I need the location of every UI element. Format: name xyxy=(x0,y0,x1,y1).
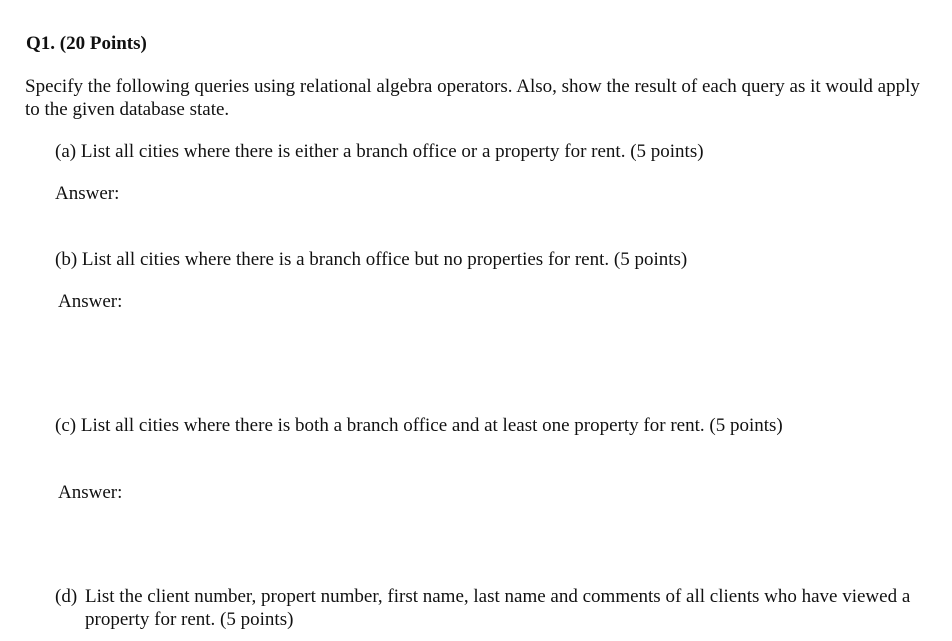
part-b-answer-label: Answer: xyxy=(58,291,123,312)
question-intro: Specify the following queries using relational algebra operators. Also, show the result of each query as it would apply to the given database state. xyxy=(25,76,920,120)
part-b-text: List all cities where there is a branch office but no properties for rent. (5 points) xyxy=(81,249,688,270)
part-a xyxy=(55,140,704,163)
part-b xyxy=(55,248,687,271)
part-c-answer-label: Answer: xyxy=(58,482,123,503)
part-d xyxy=(55,585,915,631)
part-c-label: (c) xyxy=(55,415,77,436)
part-c-text: List all cities where there is both a branch office and at least one property for rent. (5 points) xyxy=(80,415,783,436)
part-d-text: List the client number, propert number, first name, last name and comments of all clients who have viewed a property for rent. (5 points) xyxy=(85,586,911,630)
part-a-answer-label: Answer: xyxy=(55,183,120,204)
part-c xyxy=(55,414,783,437)
question-title: Q1. (20 Points) xyxy=(26,33,147,54)
part-b-label: (b) xyxy=(55,249,78,270)
part-a-text: List all cities where there is either a branch office or a property for rent. (5 points) xyxy=(80,141,704,162)
part-a-label: (a) xyxy=(55,141,77,162)
part-d-label: (d) xyxy=(55,586,78,607)
